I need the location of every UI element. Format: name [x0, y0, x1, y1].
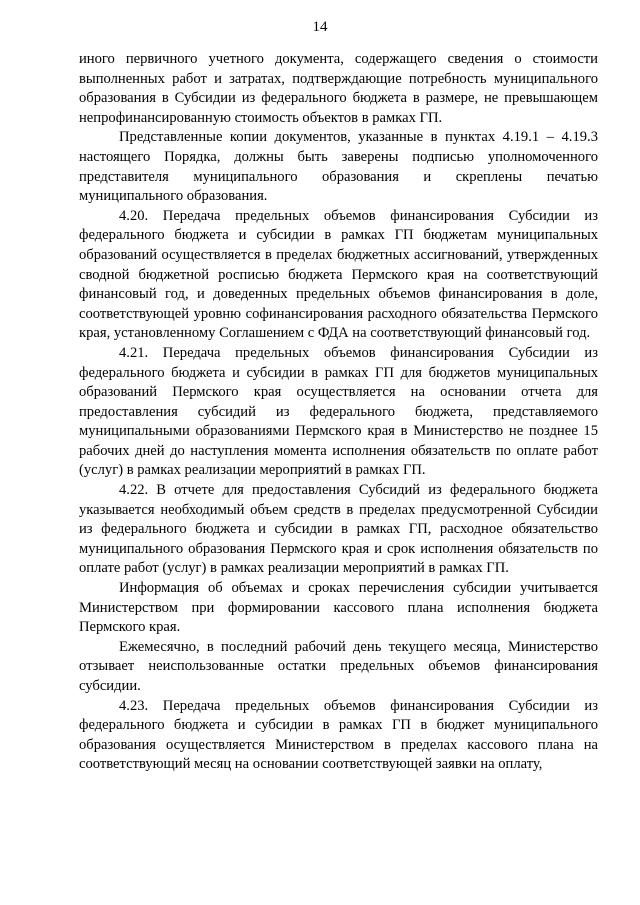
paragraph-continuation: иного первичного учетного документа, содержащего сведения о стоимости выполненных работ и затратах, подтверждающие потребность муниципального образования в Субсидии из федерального бюджета в размере, не превышающем непрофинансированную стоимость объектов в рамках ГП. [79, 51, 598, 126]
paragraph-subsidy-info: Информация об объемах и сроках перечисления субсидии учитывается Министерством при формировании кассового плана исполнения бюджета Пермского края. [79, 580, 598, 636]
paragraph-4-20: 4.20. Передача предельных объемов финансирования Субсидии из федерального бюджета и субсидии в рамках ГП бюджетам муниципальных образований осуществляется в пределах бюджетных ассигнований, утвержденных сводной бюджетной росписью бюджета Пермского края на соответствующий финансовый год, и доведенных предельных объемов финансирования в доле, соответствующей уровню софинансирования расходного обязательства Пермского края, установленному Соглашением с ФДА на соответствующий финансовый год. [79, 207, 598, 342]
page-number: 14 [312, 19, 328, 35]
paragraph-4-21: 4.21. Передача предельных объемов финансирования Субсидии из федерального бюджета и субсидии в рамках ГП для бюджетов муниципальных образований Пермского края осуществляется на основании отчета для предоставления субсидий из федерального бюджета, представляемого муниципальными образованиями Пермского края в Министерство не позднее 15 рабочих дней до наступления момента исполнения обязательств по оплате работ (услуг) в рамках реализации мероприятий в рамках ГП. [79, 344, 598, 479]
paragraph-document-copies: Представленные копии документов, указанные в пунктах 4.19.1 – 4.19.3 настоящего Порядка, должны быть заверены подписью уполномоченного представителя муниципального образования и скреплены печатью муниципального образования. [79, 129, 598, 205]
paragraph-4-22: 4.22. В отчете для предоставления Субсидий из федерального бюджета указывается необходимый объем средств в пределах предусмотренной Субсидии из федерального бюджета и субсидии в рамках ГП, расходное обязательство муниципального образования Пермского края и срок исполнения обязательств по оплате работ (услуг) в рамках реализации мероприятий в рамках ГП. [79, 482, 598, 577]
paragraph-4-23: 4.23. Передача предельных объемов финансирования Субсидии из федерального бюджета и субсидии в рамках ГП в бюджет муниципального образования осуществляется Министерством в пределах кассового плана на соответствующий месяц на основании соответствующей заявки на оплату, [79, 697, 598, 773]
document-body [79, 50, 598, 775]
paragraph-monthly-recall: Ежемесячно, в последний рабочий день текущего месяца, Министерство отзывает неиспользованные остатки предельных объемов финансирования субсидии. [79, 638, 598, 694]
